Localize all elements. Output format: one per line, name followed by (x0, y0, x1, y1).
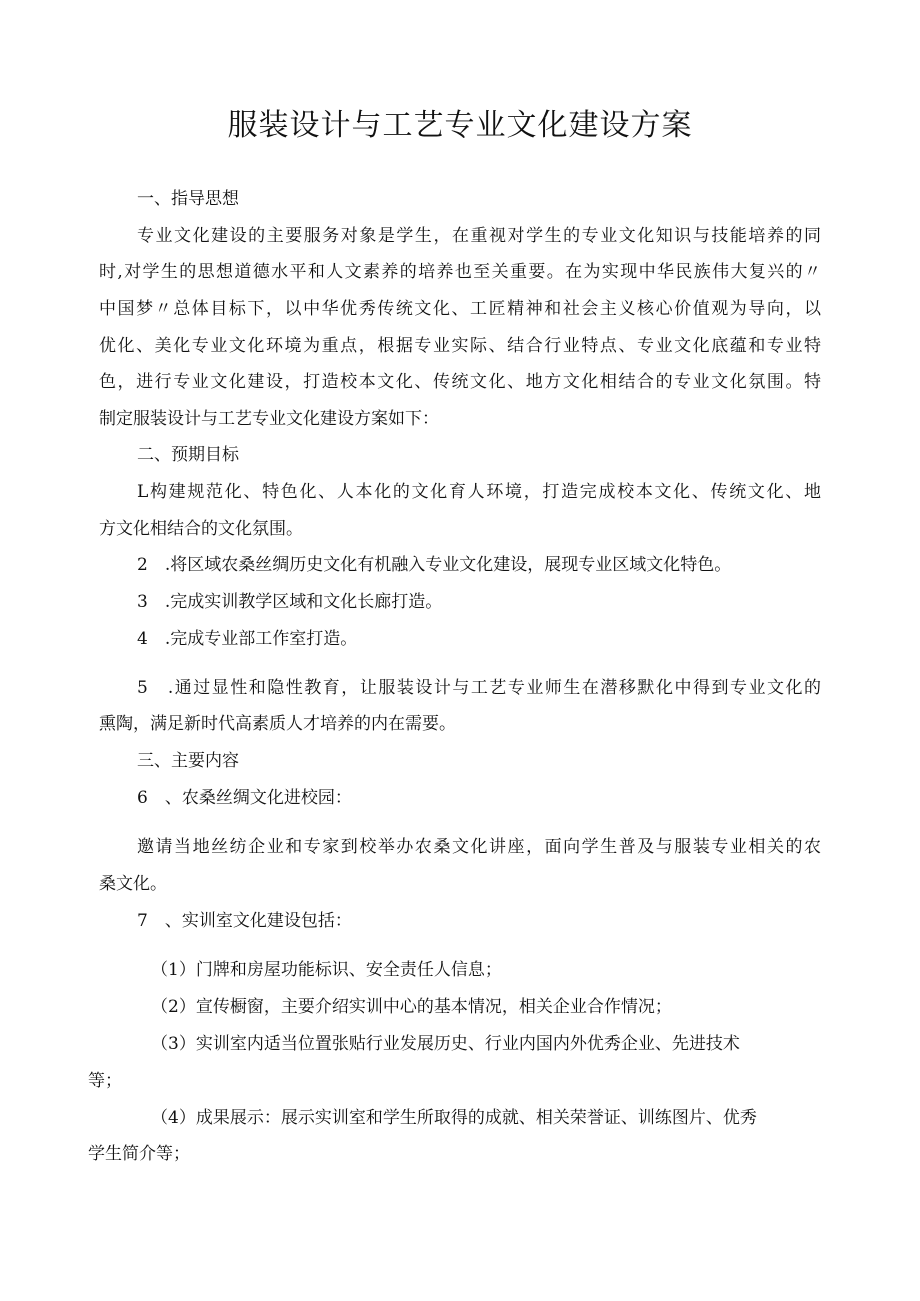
paragraph-line: 时,对学生的思想道德水平和人文素养的培养也至关重要。在为实现中华民族伟大复兴的〃 (99, 262, 821, 282)
goal-item-2: 2 .将区域农桑丝绸历史文化有机融入专业文化建设，展现专业区域文化特色。 (137, 555, 732, 575)
paragraph-line: 色，进行专业文化建设，打造校本文化、传统文化、地方文化相结合的专业文化氛围。特 (99, 372, 821, 392)
section-heading-guiding: 一、指导思想 (137, 189, 239, 209)
paragraph-line: 专业文化建设的主要服务对象是学生，在重视对学生的专业文化知识与技能培养的同 (137, 226, 821, 246)
sub-item-3-cont: 等； (88, 1071, 122, 1091)
section-heading-content: 三、主要内容 (137, 751, 239, 771)
goal-item-5-cont: 熏陶，满足新时代高素质人才培养的内在需要。 (99, 714, 456, 734)
paragraph-line: 桑文化。 (99, 874, 167, 894)
goal-item-4: 4 .完成专业部工作室打造。 (137, 629, 358, 649)
section-heading-goals: 二、预期目标 (137, 445, 239, 465)
sub-item-3: （3）实训室内适当位置张贴行业发展历史、行业内国内外优秀企业、先进技术 (151, 1034, 740, 1054)
sub-item-2: （2）宣传橱窗，主要介绍实训中心的基本情况，相关企业合作情况； (151, 997, 672, 1017)
paragraph-line: 邀请当地丝纺企业和专家到校举办农桑文化讲座，面向学生普及与服装专业相关的农 (137, 837, 821, 857)
goal-item-1-cont: 方文化相结合的文化氛围。 (99, 519, 303, 539)
paragraph-line: 优化、美化专业文化环境为重点，根据专业实际、结合行业特点、专业文化底蕴和专业特 (99, 336, 821, 356)
paragraph-line: 制定服装设计与工艺专业文化建设方案如下： (99, 409, 439, 429)
page-title: 服装设计与工艺专业文化建设方案 (227, 108, 693, 143)
content-item-7: 7 、实训室文化建设包括： (137, 911, 352, 931)
goal-item-1: L构建规范化、特色化、人本化的文化育人环境，打造完成校本文化、传统文化、地 (137, 482, 821, 502)
goal-item-3: 3 .完成实训教学区域和文化长廊打造。 (137, 592, 443, 612)
sub-item-4: （4）成果展示：展示实训室和学生所取得的成就、相关荣誉证、训练图片、优秀 (151, 1108, 757, 1128)
sub-item-1: （1）门牌和房屋功能标识、安全责任人信息； (151, 960, 502, 980)
paragraph-line: 中国梦〃总体目标下，以中华优秀传统文化、工匠精神和社会主义核心价值观为导向，以 (99, 299, 821, 319)
sub-item-4-cont: 学生简介等； (88, 1144, 190, 1164)
goal-item-5: 5 .通过显性和隐性教育，让服装设计与工艺专业师生在潜移默化中得到专业文化的 (137, 678, 821, 698)
content-item-6: 6 、农桑丝绸文化进校园： (137, 788, 352, 808)
